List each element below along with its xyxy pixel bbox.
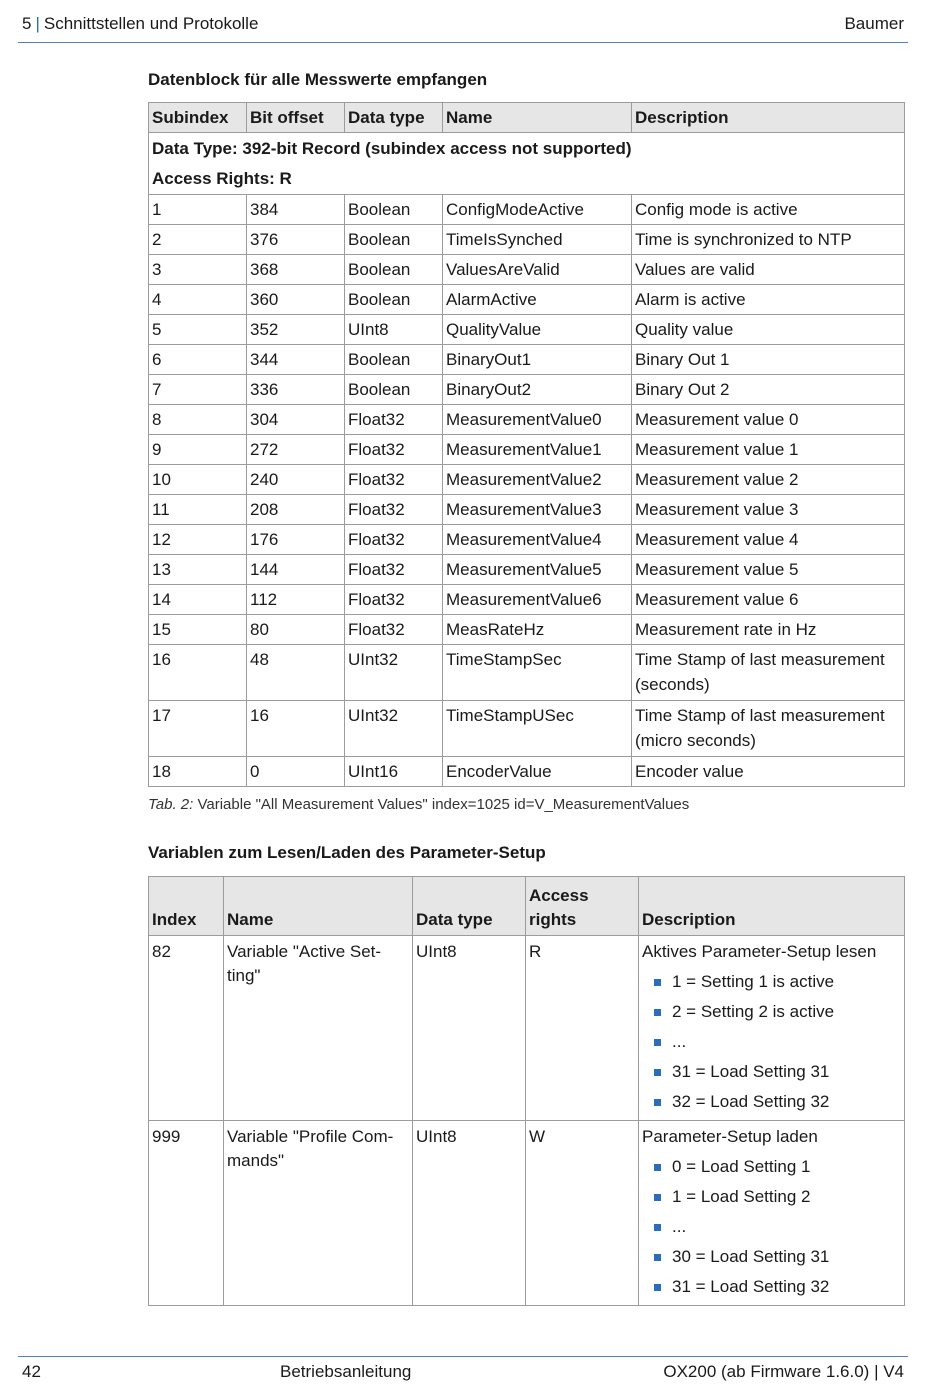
table-cell: Float32 bbox=[345, 555, 443, 585]
brand-name: Baumer bbox=[844, 14, 904, 33]
column-header: Access rights bbox=[526, 877, 639, 936]
table-cell-name: Variable "Active Set-ting" bbox=[224, 936, 413, 1121]
list-item-text: 1 = Load Setting 2 bbox=[672, 1187, 811, 1206]
table-cell: Measurement value 5 bbox=[632, 555, 905, 585]
table-cell-access: R bbox=[526, 936, 639, 1121]
table-cell: 344 bbox=[247, 345, 345, 375]
table-row bbox=[149, 195, 905, 225]
table-cell: 376 bbox=[247, 225, 345, 255]
table-cell: MeasurementValue3 bbox=[443, 495, 632, 525]
table-cell: Values are valid bbox=[632, 255, 905, 285]
table-row bbox=[149, 315, 905, 345]
table-cell: 0 bbox=[247, 757, 345, 787]
table-cell-index: 82 bbox=[149, 936, 224, 1121]
list-item bbox=[642, 1185, 901, 1209]
table-cell: 360 bbox=[247, 285, 345, 315]
column-header: Name bbox=[224, 877, 413, 936]
list-item-text: 32 = Load Setting 32 bbox=[672, 1092, 830, 1111]
bullet-list bbox=[642, 970, 901, 1114]
table-cell: Measurement value 4 bbox=[632, 525, 905, 555]
table-row bbox=[149, 405, 905, 435]
square-bullet-icon bbox=[654, 1164, 661, 1171]
list-item-text: 31 = Load Setting 31 bbox=[672, 1062, 830, 1081]
table-cell: 144 bbox=[247, 555, 345, 585]
table-cell: MeasurementValue5 bbox=[443, 555, 632, 585]
chapter-separator: | bbox=[35, 14, 40, 33]
table-cell-index: 999 bbox=[149, 1121, 224, 1306]
list-item bbox=[642, 1155, 901, 1179]
list-item-text: 2 = Setting 2 is active bbox=[672, 1002, 835, 1021]
column-header: Data type bbox=[345, 103, 443, 133]
table-row bbox=[149, 285, 905, 315]
table-cell: Float32 bbox=[345, 465, 443, 495]
data-type-row bbox=[149, 133, 905, 165]
square-bullet-icon bbox=[654, 1194, 661, 1201]
table-cell: TimeStampUSec bbox=[443, 701, 632, 757]
table-cell-access: W bbox=[526, 1121, 639, 1306]
table-row bbox=[149, 345, 905, 375]
column-header: Subindex bbox=[149, 103, 247, 133]
table-row bbox=[149, 375, 905, 405]
table-cell: Boolean bbox=[345, 345, 443, 375]
table-cell: 240 bbox=[247, 465, 345, 495]
table-row bbox=[149, 525, 905, 555]
table-cell: Float32 bbox=[345, 405, 443, 435]
list-item-text: ... bbox=[672, 1217, 687, 1236]
column-header: Name bbox=[443, 103, 632, 133]
list-item-text: 31 = Load Setting 32 bbox=[672, 1277, 830, 1296]
table-cell: Float32 bbox=[345, 585, 443, 615]
list-item bbox=[642, 1000, 901, 1024]
table-cell: MeasurementValue1 bbox=[443, 435, 632, 465]
table-row bbox=[149, 225, 905, 255]
table-row bbox=[149, 757, 905, 787]
table-cell: UInt8 bbox=[345, 315, 443, 345]
table-cell: 3 bbox=[149, 255, 247, 285]
table-row bbox=[149, 1121, 905, 1306]
header-divider bbox=[18, 42, 908, 43]
caption-text: Variable "All Measurement Values" index=1025 id=V_MeasurementValues bbox=[197, 796, 690, 813]
table-cell: Encoder value bbox=[632, 757, 905, 787]
column-header: Description bbox=[632, 103, 905, 133]
table-cell: 14 bbox=[149, 585, 247, 615]
table-cell: 2 bbox=[149, 225, 247, 255]
section-title-measurement-block: Datenblock für alle Messwerte empfangen bbox=[148, 70, 488, 89]
table-cell: UInt32 bbox=[345, 645, 443, 701]
bullet-list bbox=[642, 1155, 901, 1299]
table-row bbox=[149, 435, 905, 465]
table-cell: 336 bbox=[247, 375, 345, 405]
table-cell-description bbox=[639, 1121, 905, 1306]
square-bullet-icon bbox=[654, 1224, 661, 1231]
list-item bbox=[642, 1215, 901, 1239]
table-cell: ValuesAreValid bbox=[443, 255, 632, 285]
table-cell: 48 bbox=[247, 645, 345, 701]
table-cell: Float32 bbox=[345, 495, 443, 525]
table-cell: Boolean bbox=[345, 375, 443, 405]
table-cell: MeasRateHz bbox=[443, 615, 632, 645]
table-cell: Measurement value 1 bbox=[632, 435, 905, 465]
chapter-heading bbox=[22, 14, 258, 34]
table-cell: BinaryOut1 bbox=[443, 345, 632, 375]
list-item bbox=[642, 1060, 901, 1084]
table-cell: 368 bbox=[247, 255, 345, 285]
table-cell: Measurement value 0 bbox=[632, 405, 905, 435]
parameter-setup-table bbox=[148, 876, 905, 1306]
table-cell: Float32 bbox=[345, 435, 443, 465]
square-bullet-icon bbox=[654, 1039, 661, 1046]
square-bullet-icon bbox=[654, 1009, 661, 1016]
table-cell: 12 bbox=[149, 525, 247, 555]
list-item-text: 1 = Setting 1 is active bbox=[672, 972, 835, 991]
caption-label: Tab. 2: bbox=[148, 796, 194, 813]
table-cell: 10 bbox=[149, 465, 247, 495]
column-header: Data type bbox=[413, 877, 526, 936]
table-row bbox=[149, 701, 905, 757]
table-header-row bbox=[149, 877, 905, 936]
list-item-text: 0 = Load Setting 1 bbox=[672, 1157, 811, 1176]
footer-divider bbox=[18, 1356, 908, 1357]
table-cell: Binary Out 2 bbox=[632, 375, 905, 405]
table-cell: UInt32 bbox=[345, 701, 443, 757]
table-cell: 5 bbox=[149, 315, 247, 345]
table-row bbox=[149, 495, 905, 525]
table-cell: 384 bbox=[247, 195, 345, 225]
table-cell-description bbox=[639, 936, 905, 1121]
table-cell: Time Stamp of last measurement (seconds) bbox=[632, 645, 905, 701]
table-cell: Binary Out 1 bbox=[632, 345, 905, 375]
description-text: Aktives Parameter-Setup lesen bbox=[642, 942, 877, 961]
table-cell: TimeStampSec bbox=[443, 645, 632, 701]
table-header-row bbox=[149, 103, 905, 133]
table-cell: Time is synchronized to NTP bbox=[632, 225, 905, 255]
table-cell: Boolean bbox=[345, 195, 443, 225]
table-cell: 15 bbox=[149, 615, 247, 645]
table-cell: Measurement value 6 bbox=[632, 585, 905, 615]
list-item-text: ... bbox=[672, 1032, 687, 1051]
chapter-title: Schnittstellen und Protokolle bbox=[43, 14, 259, 33]
table-cell: UInt16 bbox=[345, 757, 443, 787]
page-header bbox=[22, 14, 904, 38]
list-item bbox=[642, 970, 901, 994]
square-bullet-icon bbox=[654, 1284, 661, 1291]
table-cell: 208 bbox=[247, 495, 345, 525]
table-cell: 16 bbox=[247, 701, 345, 757]
square-bullet-icon bbox=[654, 979, 661, 986]
table-cell: 112 bbox=[247, 585, 345, 615]
table-cell-data-type: UInt8 bbox=[413, 936, 526, 1121]
table-cell: Float32 bbox=[345, 615, 443, 645]
table-cell: 18 bbox=[149, 757, 247, 787]
table-cell: MeasurementValue4 bbox=[443, 525, 632, 555]
table-cell: 17 bbox=[149, 701, 247, 757]
table-cell: Measurement rate in Hz bbox=[632, 615, 905, 645]
product-version: OX200 (ab Firmware 1.6.0) | V4 bbox=[663, 1362, 904, 1381]
table-cell: 8 bbox=[149, 405, 247, 435]
table-cell: 11 bbox=[149, 495, 247, 525]
table-cell: Boolean bbox=[345, 255, 443, 285]
table-cell: 4 bbox=[149, 285, 247, 315]
table-cell: MeasurementValue6 bbox=[443, 585, 632, 615]
square-bullet-icon bbox=[654, 1069, 661, 1076]
list-item-text: 30 = Load Setting 31 bbox=[672, 1247, 830, 1266]
table-cell: 16 bbox=[149, 645, 247, 701]
access-rights-row bbox=[149, 164, 905, 195]
list-item bbox=[642, 1275, 901, 1299]
table-row bbox=[149, 585, 905, 615]
table-cell: 80 bbox=[247, 615, 345, 645]
section-title-parameter-setup: Variablen zum Lesen/Laden des Parameter-Setup bbox=[148, 843, 546, 862]
table-cell: Measurement value 2 bbox=[632, 465, 905, 495]
table-cell: AlarmActive bbox=[443, 285, 632, 315]
chapter-number: 5 bbox=[22, 14, 32, 33]
table-cell: Measurement value 3 bbox=[632, 495, 905, 525]
column-header: Index bbox=[149, 877, 224, 936]
table-cell: 1 bbox=[149, 195, 247, 225]
table-cell: TimeIsSynched bbox=[443, 225, 632, 255]
table-cell: 304 bbox=[247, 405, 345, 435]
table-row bbox=[149, 645, 905, 701]
table-row bbox=[149, 465, 905, 495]
table-cell: 9 bbox=[149, 435, 247, 465]
table-cell: Time Stamp of last measurement (micro seconds) bbox=[632, 701, 905, 757]
table-caption bbox=[148, 796, 689, 813]
table-row bbox=[149, 615, 905, 645]
table-row bbox=[149, 255, 905, 285]
list-item bbox=[642, 1245, 901, 1269]
table-cell: 7 bbox=[149, 375, 247, 405]
table-cell: BinaryOut2 bbox=[443, 375, 632, 405]
table-cell: Quality value bbox=[632, 315, 905, 345]
list-item bbox=[642, 1090, 901, 1114]
measurement-values-table bbox=[148, 102, 905, 787]
table-cell: Boolean bbox=[345, 285, 443, 315]
table-cell: MeasurementValue2 bbox=[443, 465, 632, 495]
page-number: 42 bbox=[22, 1362, 41, 1381]
square-bullet-icon bbox=[654, 1254, 661, 1261]
table-cell: QualityValue bbox=[443, 315, 632, 345]
table-cell-name: Variable "Profile Com-mands" bbox=[224, 1121, 413, 1306]
table-cell: Alarm is active bbox=[632, 285, 905, 315]
table-cell: MeasurementValue0 bbox=[443, 405, 632, 435]
description-text: Parameter-Setup laden bbox=[642, 1127, 818, 1146]
table-row bbox=[149, 936, 905, 1121]
document-type: Betriebsanleitung bbox=[280, 1362, 412, 1381]
square-bullet-icon bbox=[654, 1099, 661, 1106]
table-row bbox=[149, 555, 905, 585]
table-cell-data-type: UInt8 bbox=[413, 1121, 526, 1306]
table-cell: ConfigModeActive bbox=[443, 195, 632, 225]
table-cell: 13 bbox=[149, 555, 247, 585]
table-cell: Float32 bbox=[345, 525, 443, 555]
table-cell: 176 bbox=[247, 525, 345, 555]
data-type-line: Data Type: 392-bit Record (subindex access not supported) bbox=[149, 133, 905, 165]
table-cell: EncoderValue bbox=[443, 757, 632, 787]
table-cell: 272 bbox=[247, 435, 345, 465]
column-header: Bit offset bbox=[247, 103, 345, 133]
column-header: Description bbox=[639, 877, 905, 936]
access-rights-line: Access Rights: R bbox=[149, 164, 905, 195]
table-cell: Config mode is active bbox=[632, 195, 905, 225]
table-cell: 352 bbox=[247, 315, 345, 345]
table-cell: Boolean bbox=[345, 225, 443, 255]
table-cell: 6 bbox=[149, 345, 247, 375]
list-item bbox=[642, 1030, 901, 1054]
